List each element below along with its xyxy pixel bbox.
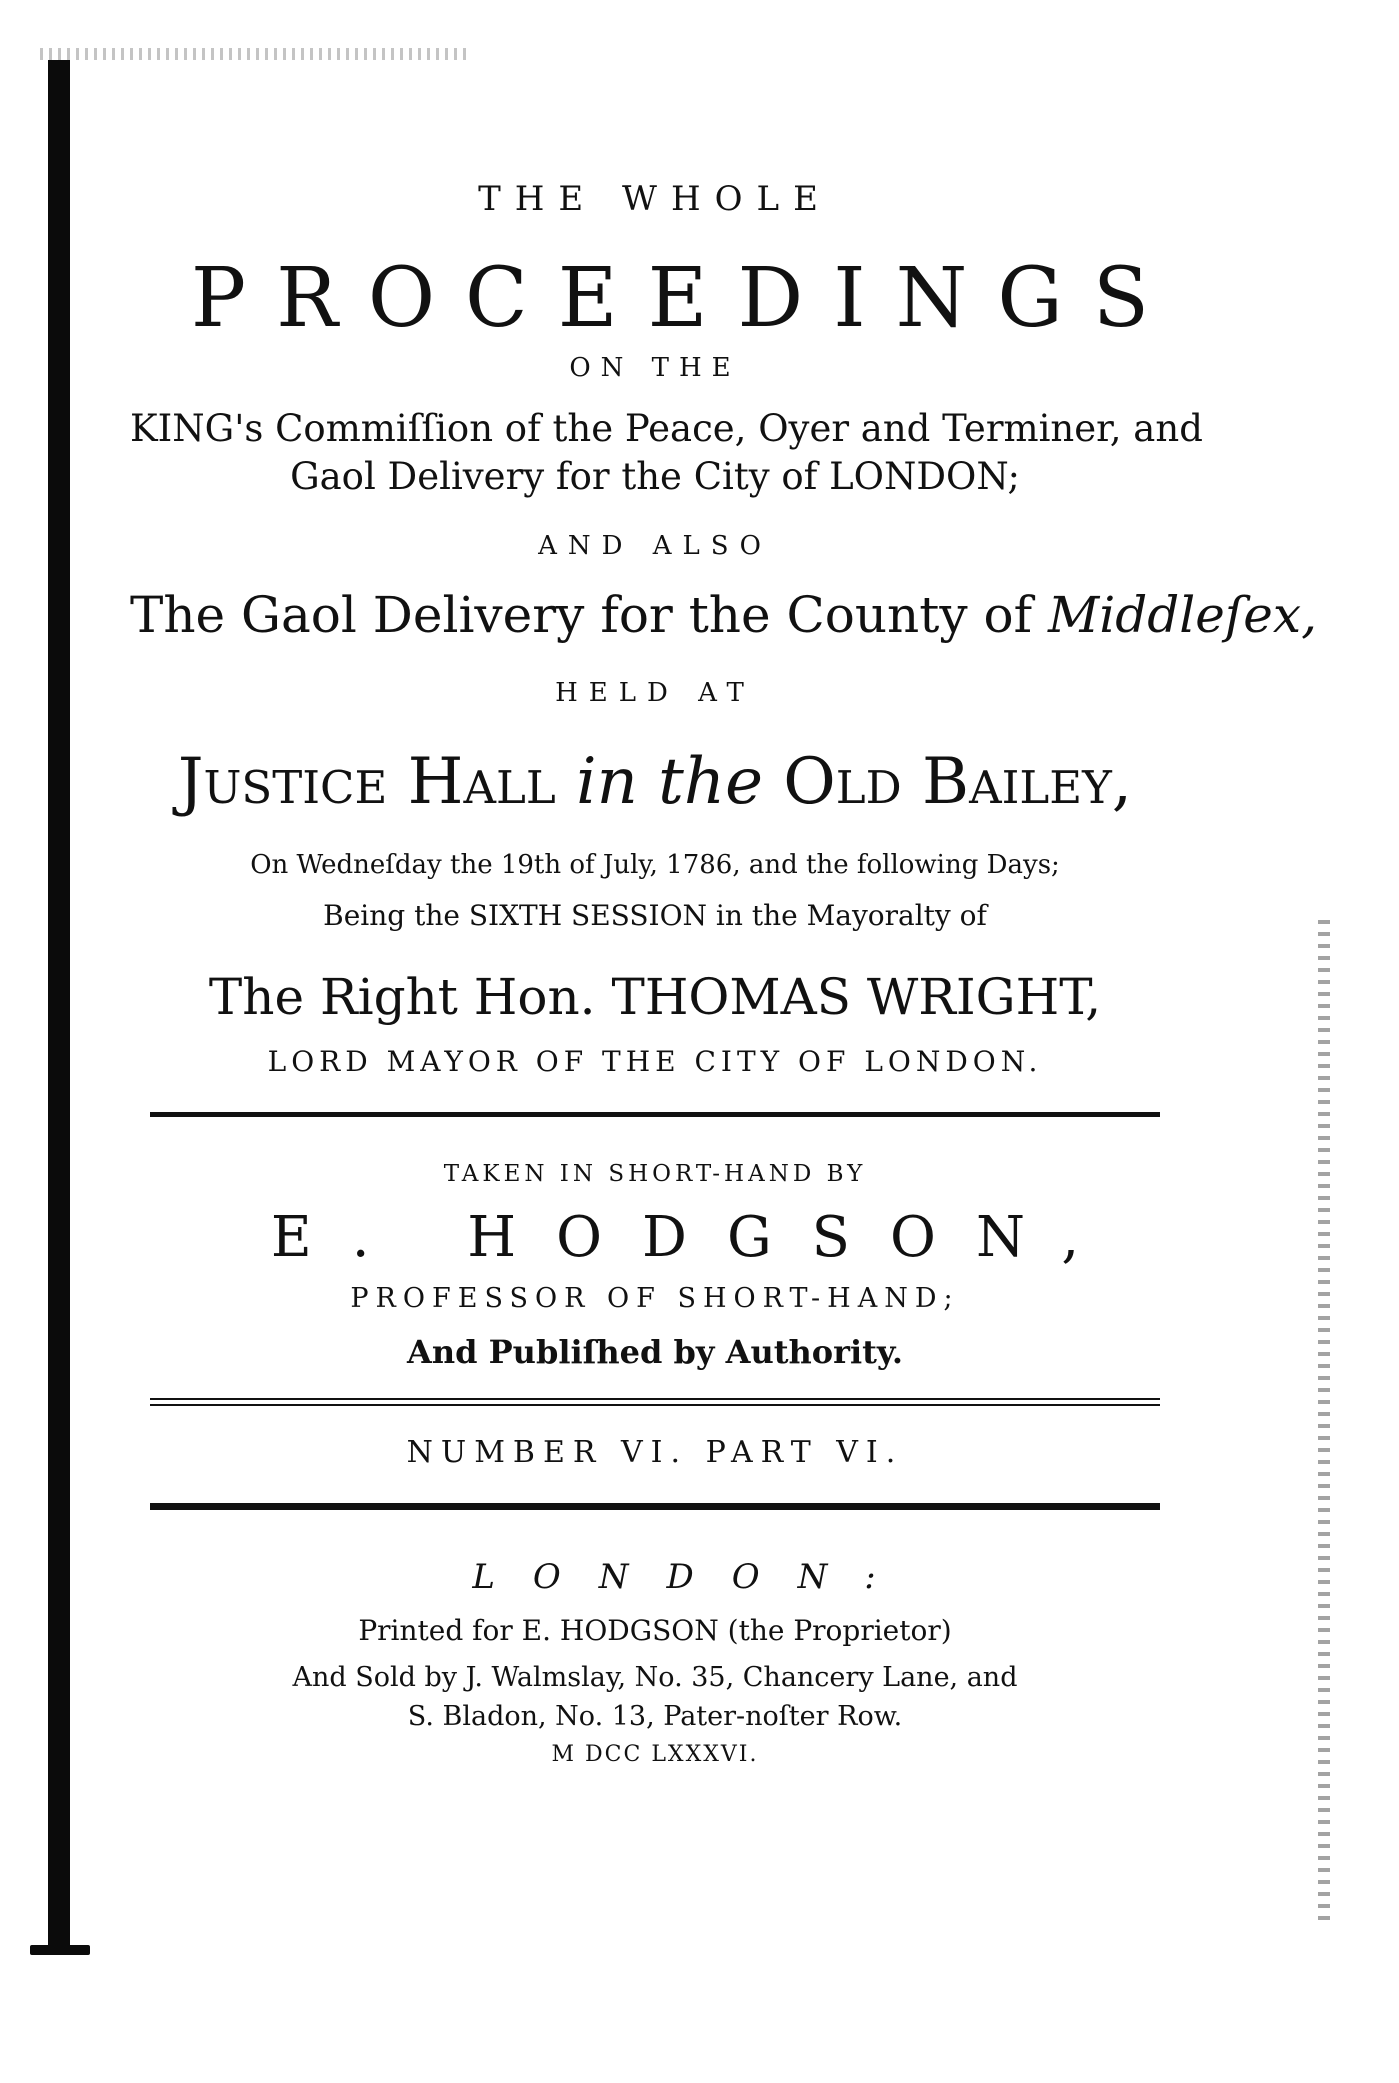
rule-2 — [150, 1398, 1160, 1400]
justice-hall-line — [130, 745, 1180, 819]
justice-hall-text: Justice Hall — [177, 745, 556, 819]
london-line: LONDON: — [472, 1557, 914, 1597]
printed-for-line: Printed for E. HODGSON (the Proprietor) — [358, 1614, 952, 1647]
session-line: Being the SIXTH SESSION in the Mayoralty of — [323, 899, 987, 932]
number-line: NUMBER VI. PART VI. — [406, 1435, 904, 1470]
rule-4 — [150, 1503, 1160, 1510]
professor-line: PROFESSOR OF SHORT-HAND; — [350, 1283, 960, 1314]
old-bailey-text: Old Bailey, — [783, 745, 1133, 819]
binding-bar — [48, 60, 70, 1955]
mayor-title: LORD MAYOR OF THE CITY OF LONDON. — [267, 1045, 1043, 1078]
reporter-name: E. HODGSON, — [270, 1205, 1120, 1270]
year-line: M DCC LXXXVI. — [551, 1742, 759, 1767]
commission-line-2: Gaol Delivery for the City of LONDON; — [290, 455, 1020, 498]
sold-by-line-2: S. Bladon, No. 13, Pater-noſter Row. — [407, 1701, 903, 1732]
the-whole-heading: THE WHOLE — [478, 179, 832, 219]
mayor-name: The Right Hon. THOMAS WRIGHT, — [208, 968, 1102, 1026]
in-the-text: in the — [576, 745, 763, 819]
taken-by-line: TAKEN IN SHORT-HAND BY — [443, 1161, 867, 1187]
commission-line-1: KING's Commiſſion of the Peace, Oyer and Terminer, and — [130, 407, 1203, 450]
binding-foot — [30, 1945, 90, 1955]
on-the-heading: ON THE — [569, 353, 741, 383]
date-line: On Wedneſday the 19th of July, 1786, and the following Days; — [250, 850, 1060, 880]
title-page — [130, 0, 1317, 2083]
held-at-heading: HELD AT — [555, 678, 755, 708]
sold-by-line-1: And Sold by J. Walmslay, No. 35, Chancery Lane, and — [292, 1662, 1018, 1693]
and-also-heading: AND ALSO — [538, 531, 772, 561]
margin-specks — [1318, 920, 1330, 1920]
county-name: Middleſex, — [1048, 586, 1317, 644]
proceedings-heading: PROCEEDINGS — [190, 251, 1180, 346]
gaol-delivery-text: The Gaol Delivery for the County of — [130, 586, 1033, 644]
published-line: And Publiſhed by Authority. — [407, 1333, 903, 1371]
gaol-delivery-line — [130, 586, 1317, 644]
rule-3 — [150, 1404, 1160, 1406]
rule-1 — [150, 1112, 1160, 1117]
